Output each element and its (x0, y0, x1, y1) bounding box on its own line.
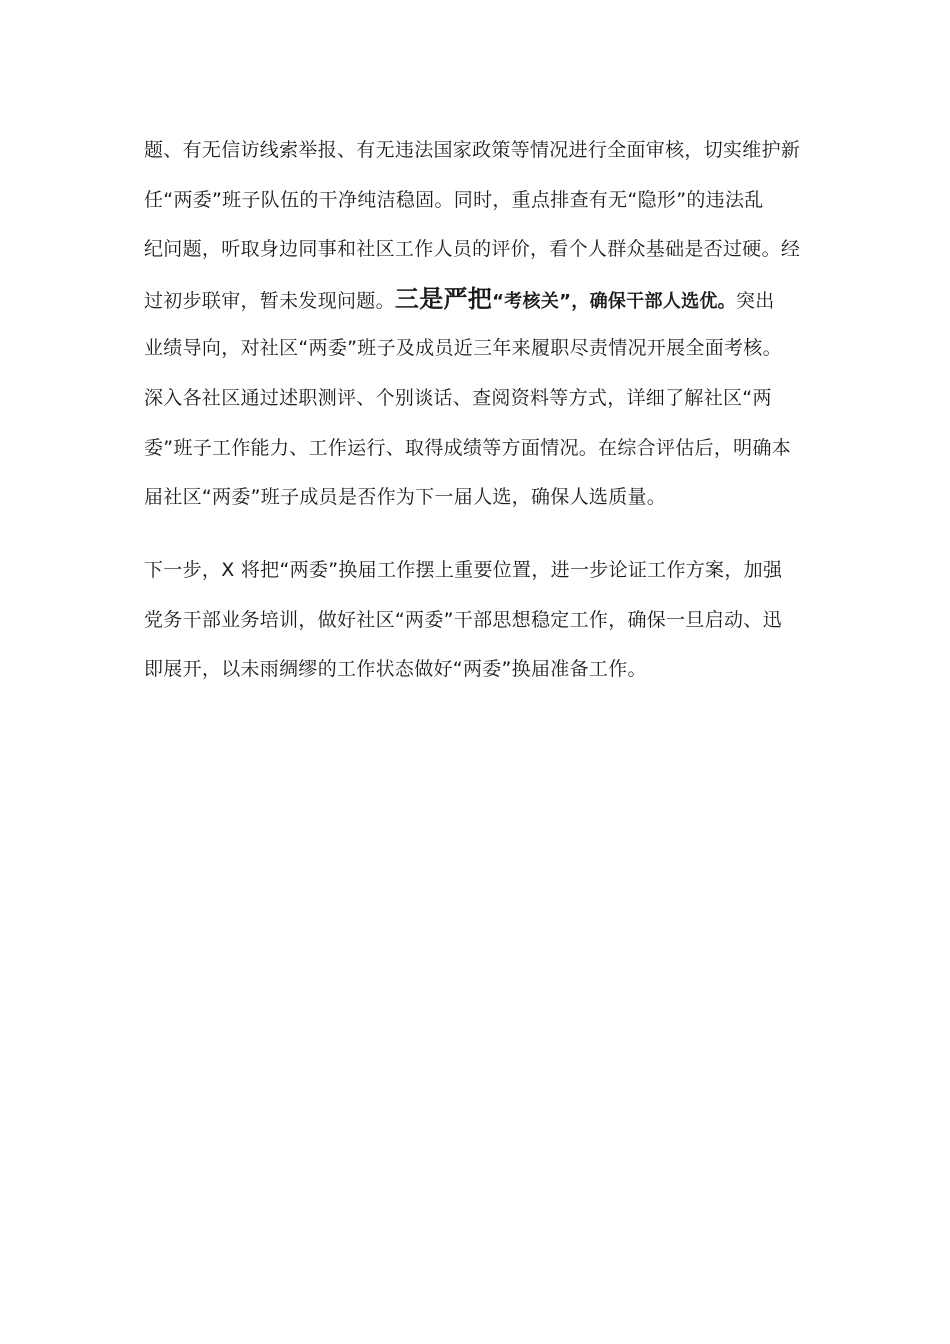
line-text: 突出 (735, 289, 775, 312)
section-heading-text: “考核关”，确保干部人选优。 (492, 290, 736, 312)
paragraph-next-steps (144, 546, 812, 695)
paragraph-line: 即展开，以未雨绸缪的工作状态做好“两委”换届准备工作。 (144, 658, 647, 681)
paragraph-line: 任“两委”班子队伍的干净纯洁稳固。同时，重点排查有无“隐形”的违法乱 (144, 188, 764, 211)
paragraph-line: 纪问题，听取身边同事和社区工作人员的评价，看个人群众基础是否过硬。经 (144, 238, 801, 261)
section-heading-lead: 三是严把 (394, 284, 493, 313)
paragraph-line: 题、有无信访线索举报、有无违法国家政策等情况进行全面审核，切实维护新 (144, 139, 801, 161)
paragraph-line: 下一步，X 将把“两委”换届工作摆上重要位置，进一步论证工作方案，加强 (144, 559, 783, 581)
paragraph-line: 届社区“两委”班子成员是否作为下一届人选，确保人选质量。 (144, 486, 667, 509)
line-text: 过初步联审，暂未发现问题。 (144, 289, 395, 312)
paragraph-line: 深入各社区通过述职测评、个别谈话、查阅资料等方式，详细了解社区“两 (144, 386, 772, 409)
paragraph-line: 委”班子工作能力、工作运行、取得成绩等方面情况。在综合评估后，明确本 (144, 436, 792, 459)
paragraph-line: 业绩导向，对社区“两委”班子及成员近三年来履职尽责情况开展全面考核。 (144, 337, 782, 360)
paragraph-line-with-heading (144, 275, 812, 325)
paragraph-line: 党务干部业务培训，做好社区“两委”干部思想稳定工作，确保一旦启动、迅 (144, 608, 782, 631)
paragraph-review-and-assessment (144, 126, 812, 523)
